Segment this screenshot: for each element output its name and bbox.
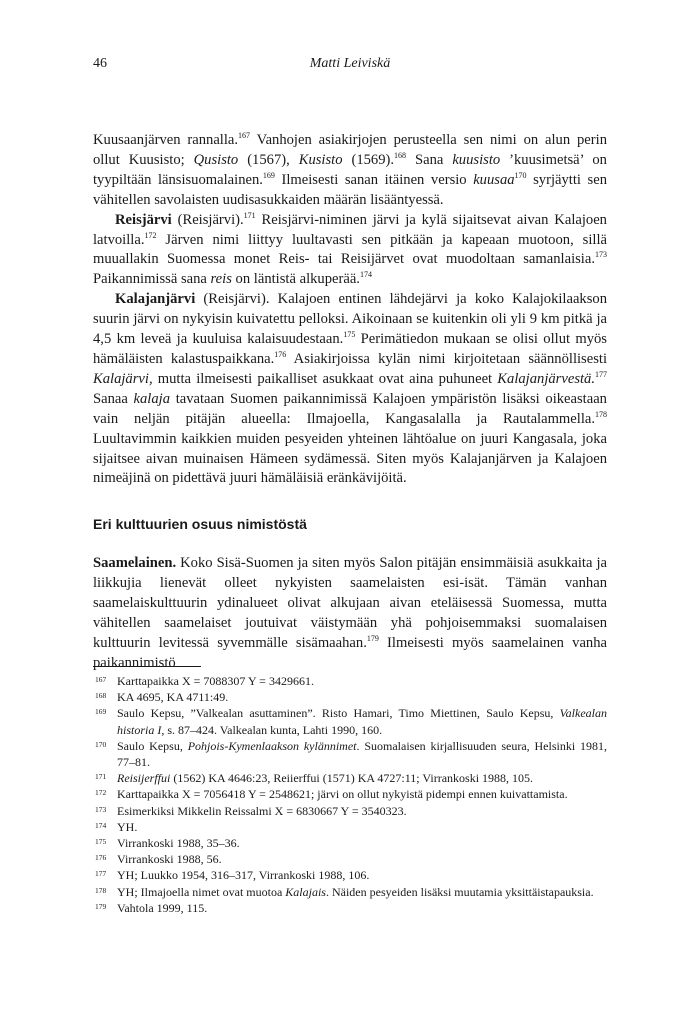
footnote-ref[interactable]: 173 (595, 250, 607, 260)
paragraph-kuusaanjarvi: Kuusaanjärven rannalla.$^{167}$ Vanhojen asiakirjojen perusteella sen nimi on alun perin ollut Kuusisto; Qusisto (1567), Kusisto (1569).$^{168}$ Sana kuusisto ’kuusimetsä’ on tyypiltään länsisuomalainen.$^{169}$ Ilmeisesti sanan itäinen versio kuusaa$^{170}$ syrjäytti sen vähitellen savolaisten uudisasukkaiden määrän lisääntyessä. (93, 131, 607, 208)
footnote-168: 168 KA 4695, KA 4711:49. (95, 690, 229, 705)
entry-term: Saamelainen. (93, 555, 177, 571)
footnote-174: 174 YH. (95, 819, 138, 834)
footnote-178: 178 YH; Ilmajoella nimet ovat muotoa Kalajais. Näiden pesyeiden lisäksi muutamia yksittäistapauksia. (95, 884, 594, 899)
paragraph-saamelainen: Saamelainen. Koko Sisä-Suomen ja siten myös Salon pitäjän ensimmäisiä asukkaita ja liikkujia lienevät olleet nykyisten saamelaisten esi-isät. Tämän vanhan saamelaiskulttuurin ydinalueet olivat alkujaan aivan eteläisessä Suomessa, mutta vähitellen saamelaiset joutuivat väistymään yhä pohjoisemmaksi suomalaisen kulttuurin levitessä syvemmälle sisämaahan.$^{179}$ Ilmeisesti myös saamelainen vanha paikannimistö (93, 555, 607, 671)
footnote-ref[interactable]: 169 (262, 170, 275, 180)
paragraph-kalajanjarvi: Kalajanjärvi (Reisjärvi). Kalajoen entinen lähdejärvi ja koko Kalajokilaakson suurin järvi on nykyisin kuivatettu pelloksi. Aikoinaan se kuitenkin oli yli 9 km pitkä ja 4,5 km leveä ja kuuluisa kalaisuudestaan.$^{175}$ Perimätiedon mukaan se olisi ollut myös hämäläisten kalastuspaikkana.$^{176}$ Asiakirjoissa kylän nimi kirjoitetaan säännöllisesti Kalajärvi, mutta ilmeisesti paikalliset asukkaat ovat aina puhuneet Kalajanjärvestä.$^{177}$ Sanaa kalaja tavataan Suomen paikannimissä Kalajoen ympäristön lisäksi oikeastaan vain neljän pitäjän alueella: Ilmajoella, Kangasalalla ja Rautalammella.$^{178}$ Luultavimmin kaikkien muiden pesyeiden yhteinen lähtöalue on juuri Kangasala, joka sijaitsee aivan muinaisen Hämeen sydämessä. Siten myös Kalajanjärven ja Kalajoen nimeäjinä on pidettävä juuri hämäläisiä eränkävijöitä. (93, 291, 608, 487)
footnote-ref[interactable]: 170 (514, 170, 527, 180)
footnote-ref[interactable]: 176 (274, 349, 287, 359)
footnote-172: 172 Karttapaikka X = 7056418 Y = 2548621; järvi on ollut nykyistä pidempi ennen kuivattamista. (95, 787, 568, 802)
footnote-173: 173 Esimerkiksi Mikkelin Reissalmi X = 6830667 Y = 3540323. (95, 803, 407, 818)
footnote-ref[interactable]: 177 (595, 369, 607, 379)
page-number: 46 (93, 56, 107, 71)
footnote-ref[interactable]: 179 (366, 633, 379, 643)
footnote-169: 169 Saulo Kepsu, ”Valkealan asuttaminen”. Risto Hamari, Timo Miettinen, Saulo Kepsu, Valkealan historia I, s. 87–424. Valkealan kunta, Lahti 1990, 160. (95, 706, 607, 737)
entry-term: Reisjärvi (115, 211, 172, 228)
footnote-175: 175 Virrankoski 1988, 35–36. (95, 836, 240, 851)
footnote-176: 176 Virrankoski 1988, 56. (95, 852, 222, 867)
footnote-ref[interactable]: 174 (359, 270, 372, 280)
footnote-ref[interactable]: 178 (595, 409, 607, 419)
running-head-author: Matti Leiviskä (309, 56, 391, 71)
footnote-179: 179 Vahtola 1999, 115. (95, 900, 208, 915)
entry-term: Kalajanjärvi (115, 291, 196, 308)
footnote-separator (93, 666, 201, 667)
footnote-177: 177 YH; Luukko 1954, 316–317, Virrankoski 1988, 106. (95, 868, 370, 883)
body-text (93, 131, 607, 489)
footnote-ref[interactable]: 168 (394, 150, 407, 160)
footnote-167: 167 Karttapaikka X = 7088307 Y = 3429661. (95, 674, 314, 688)
footnote-ref[interactable]: 175 (343, 330, 356, 340)
footnote-ref[interactable]: 171 (243, 210, 256, 220)
section-heading: Eri kulttuurien osuus nimistöstä (93, 516, 307, 532)
footnotes (93, 673, 607, 916)
paragraph-reisjarvi: Reisjärvi (Reisjärvi).$^{171}$ Reisjärvi-niminen järvi ja kylä sijaitsevat aivan Kalajoen latvoilla.$^{172}$ Järven nimi liittyy luultavasti sen pitkään ja kapeaan muotoon, sillä muuallakin Suomessa monet Reis- tai Reisijärvet ovat muodoltaan samanlaisia.$^{173}$ Paikannimissä sana reis on läntistä alkuperää.$^{174}$ (93, 210, 607, 288)
footnote-ref[interactable]: 167 (238, 131, 251, 140)
footnote-171: 171 Reisijerffui (1562) KA 4646:23, Reiierffui (1571) KA 4727:11; Virrankoski 1988, 105. (95, 771, 534, 786)
footnote-ref[interactable]: 172 (144, 230, 157, 240)
body-text-section (93, 554, 607, 673)
footnote-170: 170 Saulo Kepsu, Pohjois-Kymenlaakson kylännimet. Suomalaisen kirjallisuuden seura, Helsinki 1981, 77–81. (95, 738, 608, 770)
